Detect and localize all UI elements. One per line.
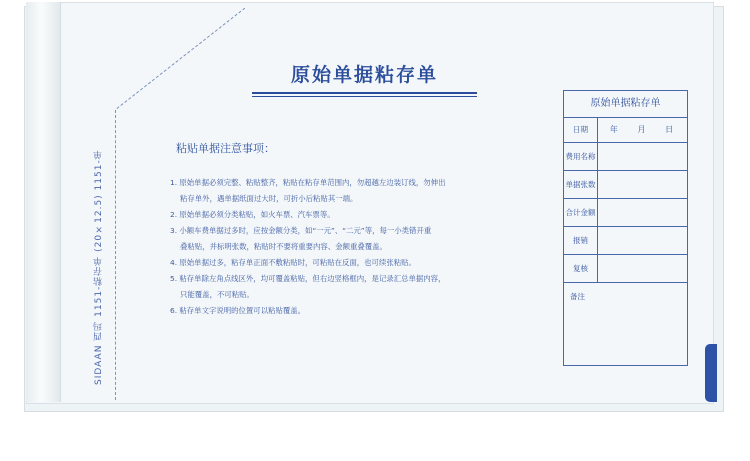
review-label: 复核 (564, 255, 598, 282)
date-day-unit: 日 (665, 125, 674, 134)
spine-text: SIDAAN 西玛 1151-粘存单 (20×12.5) 1151-单 (94, 149, 104, 385)
summary-row-date (564, 117, 687, 143)
summary-box-title: 原始单据粘存单 (564, 91, 687, 118)
note-line: 2. 原始单据必须分类粘贴，如火车票、汽车票等。 (170, 210, 335, 219)
receipt-count-label: 单据张数 (564, 171, 598, 198)
summary-row-total (564, 199, 687, 227)
note-line: 叠粘贴，并标明张数，粘贴时不要将重要内容、金额重叠覆盖。 (180, 242, 387, 251)
summary-box (563, 90, 688, 366)
notes-list (170, 175, 530, 319)
date-label: 日期 (564, 117, 598, 142)
date-month-unit: 月 (637, 125, 646, 134)
notes-heading: 粘贴单据注意事项： (176, 142, 275, 155)
note-line: 粘存单外，遇单据纸面过大时，可折小后粘贴其一端。 (180, 194, 358, 203)
blue-page-tab (705, 344, 717, 402)
remark-label: 备注 (570, 292, 585, 301)
review-field[interactable] (600, 255, 683, 282)
note-line: 5. 粘存单除左角点线区外，均可覆盖粘贴，但右边竖格框内，是记录汇总单据内容， (170, 274, 446, 283)
title-underline (252, 92, 477, 94)
total-amount-field[interactable] (600, 199, 683, 226)
perforation-line (115, 110, 116, 400)
title-underline-thin (252, 96, 477, 97)
date-year-unit: 年 (609, 125, 618, 134)
page-title: 原始单据粘存单 (290, 64, 438, 86)
total-amount-label: 合计金额 (564, 199, 598, 226)
book-binding (26, 2, 61, 402)
note-line: 3. 小额车费单据过多时，应按金额分类，如“一元”、“二元”等，每一小类错开重 (170, 226, 432, 235)
date-field[interactable] (600, 117, 683, 142)
summary-row-review (564, 255, 687, 283)
expense-name-label: 费用名称 (564, 143, 598, 170)
note-line: 1. 原始单据必须完整、粘贴整齐，粘贴在粘存单范围内，勿超越左边装订线，勿伸出 (170, 178, 446, 187)
expense-name-field[interactable] (600, 143, 683, 170)
note-line: 4. 原始单据过多，粘存单正面不敷粘贴时，可粘贴在反面，也可续张粘贴。 (170, 258, 416, 267)
summary-row-expense (564, 143, 687, 171)
summary-row-count (564, 171, 687, 199)
reimburse-label: 报销 (564, 227, 598, 254)
reimburse-field[interactable] (600, 227, 683, 254)
summary-row-reimburse (564, 227, 687, 255)
note-line: 6. 粘存单文字说明的位置可以粘贴覆盖。 (170, 306, 306, 315)
perforation-diagonal (115, 8, 245, 112)
receipt-count-field[interactable] (600, 171, 683, 198)
note-line: 只能覆盖，不可粘贴。 (180, 290, 254, 299)
